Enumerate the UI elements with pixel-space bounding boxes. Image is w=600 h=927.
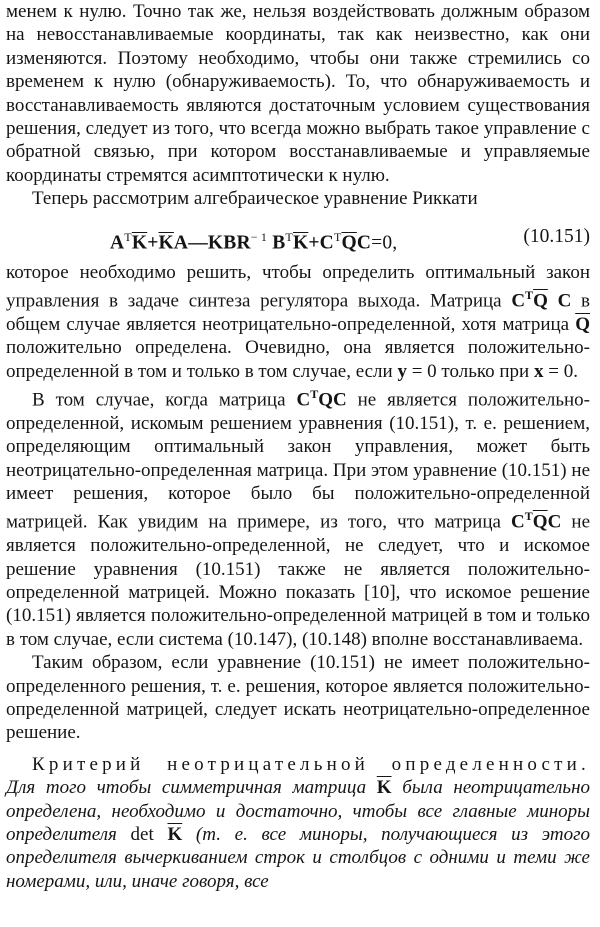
paragraph-nonnegative-solution: В том случае, когда матрица $C^TQC$ не является положительно-определенной, искомым решением уравнения (10.151), т. е. решением, определяющим оптимальный закон управления, может быть неотрицательно-определенная матрица. При этом уравнение (10.151) не имеет решения, которое было бы положительно-определенной матрицей. Как увидим на примере, из того, что матрица $C^T\overline{Q}C$ не является положительно-определенной, не следует, что и искомое решение уравнения (10.151) также не является положительно-определенной матрицей. Можно показать [10], что искомое решение (10.151) является положительно-определенной матрицей в том и только в том случае, если система (10.147), (10.148) вполне восстанавливаема. [6, 387, 590, 650]
riccati-expression: $A^T\overline{K}+\overline{K}A—KBR^{- 1}$ $B^T\overline{K}+C^T\overline{Q}C=0$, [110, 229, 398, 254]
paragraph-criterion: Критерий неотрицательной определенности. Для того чтобы симметричная матрица $\overline{K}$ была неотрицательно определена, необходимо и достаточно, чтобы все главные миноры определителя $\det \overline{K}$ (т. е. все миноры, получающиеся из этого определителя вычеркиванием строк и столбцов с одними и теми же номерами, или, иначе говоря, все [6, 753, 590, 892]
paragraph-riccati-intro: Теперь рассмотрим алгебраическое уравнение Риккати [32, 188, 478, 210]
criterion-heading: Критерий неотрицательной определенности. [32, 753, 590, 775]
equation-10-151 [6, 215, 590, 259]
paragraph-matrix-ctqc: которое необходимо решить, чтобы определить оптимальный закон управления в задаче синтеза регулятора выхода. Матрица $C^T\overline{Q}$ C в общем случае является неотрицательно-определенной, хотя матрица $\overline{Q}$ положительно определена. Очевидно, она является положительно-определенной в том и только в том случае, если y = 0 только при x = 0. [6, 261, 590, 382]
paragraph-observability: менем к нулю. Точно так же, нельзя воздействовать должным образом на невосстанавливаемые координаты, так как неизвестно, как они изменяются. Поэтому необходимо, чтобы они также стремились со временем к нулю (обнаруживаемость). То, что обнаруживаемость и восстанавливаемость являются достаточным условием существования решения, следует из того, что всегда можно выбрать такое управление с обратной связью, при котором восстанавливаемые и управляемые координаты стремятся асимптотически к нулю. [6, 1, 590, 186]
paragraph-conclusion: Таким образом, если уравнение (10.151) не имеет положительно-определенного решения, т. е. решения, которое является положительно-определенной матрицей, следует искать неотрицательно-определенное решение. [6, 652, 590, 744]
equation-number: (10.151) [523, 225, 590, 247]
